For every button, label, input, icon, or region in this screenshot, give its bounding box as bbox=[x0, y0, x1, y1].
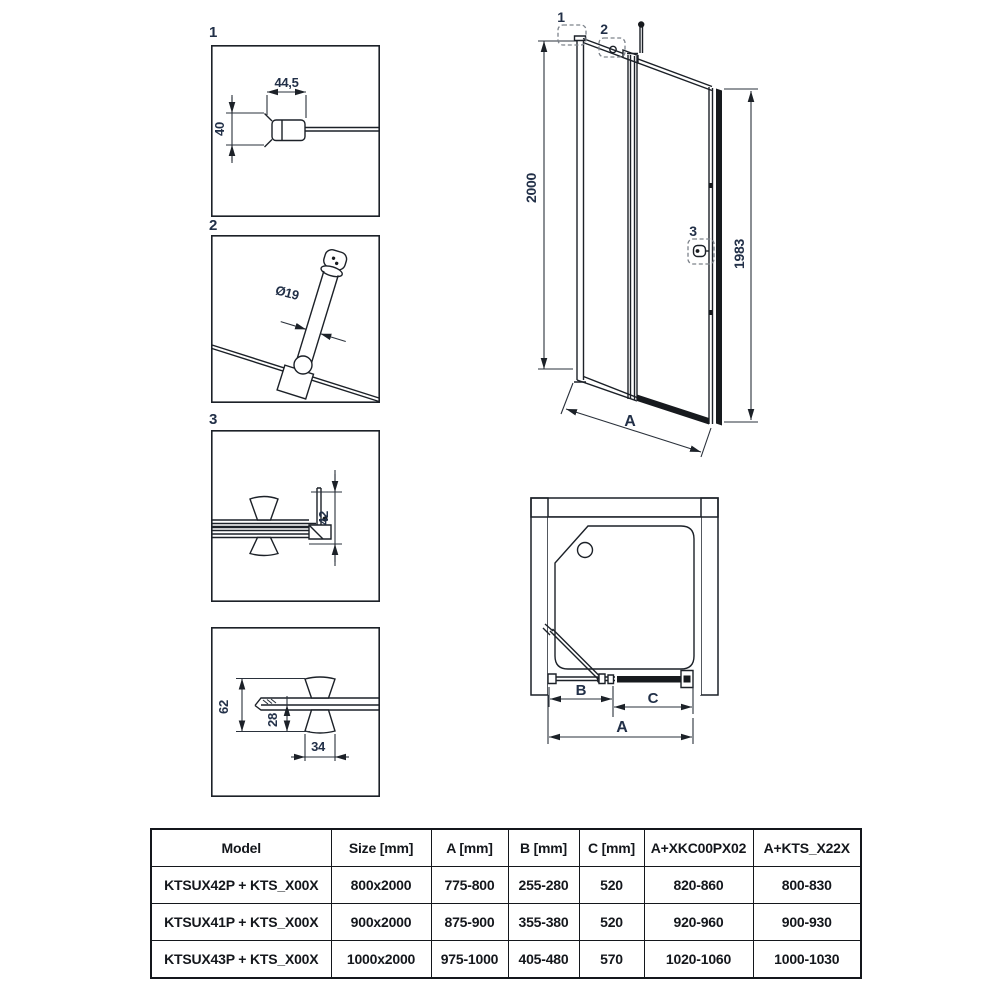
cell-a-xkc: 820-860 bbox=[644, 867, 753, 904]
cell-a: 875-900 bbox=[431, 904, 508, 941]
cell-a-kts: 900-930 bbox=[753, 904, 861, 941]
cell-c: 570 bbox=[579, 941, 644, 979]
table-row bbox=[151, 904, 861, 941]
elevation-drawing bbox=[520, 5, 780, 465]
dim-62-label: 62 bbox=[216, 700, 231, 714]
cell-a-kts: 800-830 bbox=[753, 867, 861, 904]
callout-3-label: 3 bbox=[689, 223, 697, 239]
header-b: B [mm] bbox=[508, 829, 579, 867]
dim-1983-label: 1983 bbox=[731, 239, 747, 269]
callout-1-label: 1 bbox=[557, 9, 565, 25]
header-a: A [mm] bbox=[431, 829, 508, 867]
header-a-xkc00px02: A+XKC00PX02 bbox=[644, 829, 753, 867]
detail-2-support-bar-drawing bbox=[211, 235, 380, 403]
cell-size: 1000x2000 bbox=[331, 941, 431, 979]
dim-34-label: 34 bbox=[311, 739, 325, 754]
cell-b: 255-280 bbox=[508, 867, 579, 904]
dim-42-label: 42 bbox=[316, 511, 331, 525]
dim-44-5-label: 44,5 bbox=[274, 75, 299, 90]
header-size: Size [mm] bbox=[331, 829, 431, 867]
cell-a-xkc: 1020-1060 bbox=[644, 941, 753, 979]
cell-b: 405-480 bbox=[508, 941, 579, 979]
dim-28-label: 28 bbox=[265, 713, 280, 727]
plan-view-drawing bbox=[525, 490, 750, 755]
cell-a-kts: 1000-1030 bbox=[753, 941, 861, 979]
detail-4-knob-drawing bbox=[211, 627, 380, 797]
cell-size: 800x2000 bbox=[331, 867, 431, 904]
detail-1-number: 1 bbox=[209, 24, 218, 41]
dim-40-label: 40 bbox=[212, 122, 227, 136]
dim-b-label: B bbox=[575, 682, 587, 699]
table-header-row bbox=[151, 829, 861, 867]
header-c: C [mm] bbox=[579, 829, 644, 867]
cell-model: KTSUX41P + KTS_X00X bbox=[151, 904, 331, 941]
cell-a: 775-800 bbox=[431, 867, 508, 904]
table-row bbox=[151, 941, 861, 979]
header-a-kts-x22x: A+KTS_X22X bbox=[753, 829, 861, 867]
header-model: Model bbox=[151, 829, 331, 867]
detail-3-handle-profile-drawing bbox=[211, 430, 380, 602]
cell-a-xkc: 920-960 bbox=[644, 904, 753, 941]
cell-model: KTSUX42P + KTS_X00X bbox=[151, 867, 331, 904]
table-row bbox=[151, 867, 861, 904]
spec-table bbox=[150, 828, 862, 979]
callout-2-label: 2 bbox=[600, 21, 608, 37]
cell-a: 975-1000 bbox=[431, 941, 508, 979]
dim-2000-label: 2000 bbox=[523, 173, 539, 203]
cell-c: 520 bbox=[579, 867, 644, 904]
detail-2-number: 2 bbox=[209, 217, 218, 234]
cell-c: 520 bbox=[579, 904, 644, 941]
cell-size: 900x2000 bbox=[331, 904, 431, 941]
detail-3-number: 3 bbox=[209, 411, 218, 428]
cell-b: 355-380 bbox=[508, 904, 579, 941]
dim-diameter-19-label: Ø19 bbox=[273, 282, 301, 303]
cell-model: KTSUX43P + KTS_X00X bbox=[151, 941, 331, 979]
detail-1-wall-profile-drawing bbox=[211, 45, 380, 217]
dim-a-elevation-label: A bbox=[624, 413, 636, 430]
dim-a-plan-label: A bbox=[616, 719, 628, 736]
dim-c-label: C bbox=[647, 690, 659, 707]
